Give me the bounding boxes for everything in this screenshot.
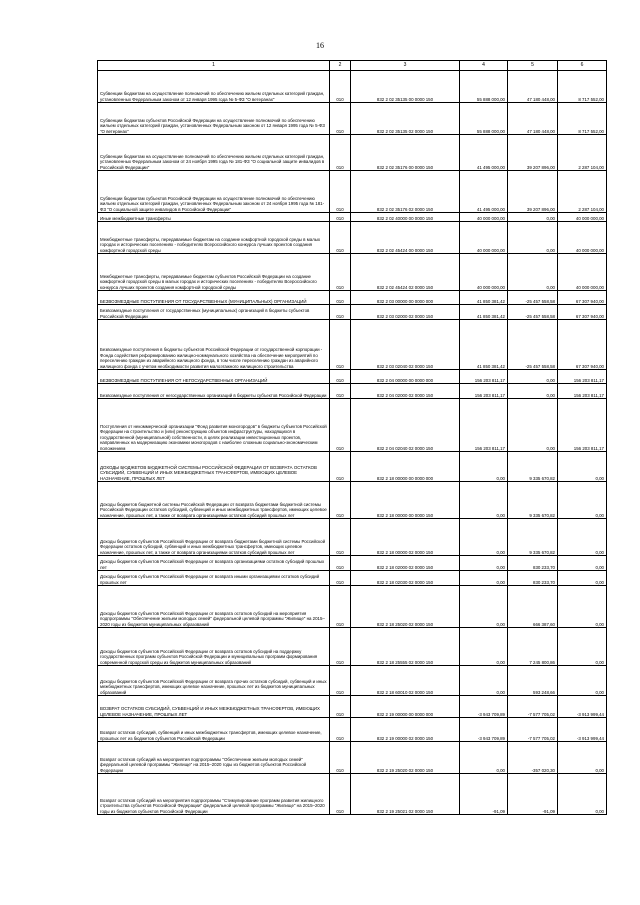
row-budget-code: 832 2 19 00000 02 0000 150	[351, 718, 460, 742]
row-value-col6: 0,00	[558, 628, 607, 666]
table-row	[98, 213, 607, 222]
row-value-col6: 0,00	[558, 571, 607, 586]
row-value-col5: 39 207 896,00	[508, 171, 558, 213]
row-budget-code: 832 2 18 00000 00 0000 150	[351, 482, 460, 519]
row-value-col4: 41 495 000,00	[460, 171, 508, 213]
row-line-code: 010	[330, 742, 351, 774]
row-budget-code: 832 2 04 02000 02 0000 150	[351, 384, 460, 399]
row-budget-code: 832 2 02 35135 00 0000 150	[351, 71, 460, 103]
row-value-col4: 55 888 000,00	[460, 103, 508, 135]
row-value-col4: -3 943 709,89	[460, 696, 508, 718]
row-value-col6: 67 307 940,00	[558, 305, 607, 320]
table-row	[98, 586, 607, 628]
row-value-col6: 0,00	[558, 586, 607, 628]
row-line-code: 010	[330, 305, 351, 320]
row-budget-code: 832 2 19 25021 02 0000 150	[351, 774, 460, 815]
row-budget-code: 832 2 02 45424 00 0000 150	[351, 222, 460, 254]
table-row	[98, 135, 607, 171]
row-line-code: 010	[330, 384, 351, 399]
row-value-col6: 40 000 000,00	[558, 254, 607, 291]
table-row	[98, 628, 607, 666]
row-name: БЕЗВОЗМЕЗДНЫЕ ПОСТУПЛЕНИЯ ОТ НЕГОСУДАРСТВЕННЫХ ОРГАНИЗАЦИЙ	[98, 370, 330, 384]
row-value-col6: 67 307 940,00	[558, 320, 607, 370]
row-budget-code: 832 2 02 35176 02 0000 150	[351, 171, 460, 213]
row-line-code: 010	[330, 696, 351, 718]
row-value-col6: 0,00	[558, 482, 607, 519]
table-row	[98, 482, 607, 519]
row-value-col6: -3 913 999,44	[558, 696, 607, 718]
column-header: 1	[98, 61, 330, 71]
table-row	[98, 696, 607, 718]
row-value-col5: 830 233,70	[508, 556, 558, 571]
row-line-code: 010	[330, 774, 351, 815]
row-name: Безвозмездные поступления в бюджеты субъектов Российской Федерации от государственной корпорации - Фонда содействия реформированию жилищно-коммунального хозяйства на обеспечение мероприятий по переселению граждан из аварийного жилищного фонда, в том числе переселению граждан из аварийного жилищного фонда с учетом необходимости развития малоэтажного жилищного строительства	[98, 320, 330, 370]
row-budget-code: 832 2 02 35135 02 0000 150	[351, 103, 460, 135]
table-body	[98, 61, 607, 815]
table-row	[98, 384, 607, 399]
row-budget-code: 832 2 02 35176 00 0000 150	[351, 135, 460, 171]
row-name: Доходы бюджетов субъектов Российской Федерации от возврата остатков субсидий на поддержку государственных программ субъектов Российской Федерации и муниципальных программ формирования современной городской среды из бюджетов муниципальных образований	[98, 628, 330, 666]
row-budget-code: 832 2 19 25020 02 0000 150	[351, 742, 460, 774]
row-value-col5: 666 387,60	[508, 586, 558, 628]
row-budget-code: 832 2 18 60010 02 0000 150	[351, 666, 460, 696]
row-line-code: 010	[330, 291, 351, 305]
row-value-col6: 156 203 811,17	[558, 370, 607, 384]
row-name: Субвенции бюджетам субъектов Российской Федерации на осуществление полномочий по обеспечению жильем отдельных категорий граждан, установленных Федеральным законом от 12 января 1995 года № 5-ФЗ "О ветеранах"	[98, 103, 330, 135]
row-value-col4: 40 000 000,00	[460, 213, 508, 222]
row-name: Доходы бюджетов субъектов Российской Федерации от возврата иными организациями остатков субсидий прошлых лет	[98, 571, 330, 586]
row-line-code: 010	[330, 370, 351, 384]
row-value-col4: 156 203 811,17	[460, 370, 508, 384]
table-row	[98, 291, 607, 305]
column-header: 6	[558, 61, 607, 71]
row-line-code: 010	[330, 586, 351, 628]
table-row	[98, 666, 607, 696]
row-name: Возврат остатков субсидий на мероприятия подпрограммы "Стимулирование программ развития жилищного строительства субъектов Российской Федерации" федеральной целевой программы "Жилище" на 2015–2020 годы из бюджетов субъектов Российской Федерации	[98, 774, 330, 815]
row-name: ВОЗВРАТ ОСТАТКОВ СУБСИДИЙ, СУБВЕНЦИЙ И ИНЫХ МЕЖБЮДЖЕТНЫХ ТРАНСФЕРТОВ, ИМЕЮЩИХ ЦЕЛЕВОЕ НАЗНАЧЕНИЕ, ПРОШЛЫХ ЛЕТ	[98, 696, 330, 718]
row-budget-code: 832 2 03 00000 00 0000 000	[351, 291, 460, 305]
table-row	[98, 171, 607, 213]
row-line-code: 010	[330, 556, 351, 571]
table-row	[98, 399, 607, 452]
row-value-col5: -7 577 705,02	[508, 696, 558, 718]
row-name: Поступления от некоммерческой организации "Фонд развития моногородов" в бюджеты субъектов Российской Федерации на строительство и (или) реконструкцию объектов инфраструктуры, находящихся в государственной (муниципальной) собственности, в целях реализации инвестиционных проектов, направленных на модернизацию экономики моногородов с наиболее сложным социально-экономическим положением	[98, 399, 330, 452]
row-value-col4: -91,09	[460, 774, 508, 815]
row-budget-code: 832 2 02 40000 00 0000 150	[351, 213, 460, 222]
row-value-col5: 0,00	[508, 254, 558, 291]
row-value-col6: -3 913 999,44	[558, 718, 607, 742]
row-value-col6: 8 717 552,00	[558, 103, 607, 135]
row-value-col6: 8 717 552,00	[558, 71, 607, 103]
row-budget-code: 832 2 03 02040 02 0000 150	[351, 320, 460, 370]
row-value-col5: -91,09	[508, 774, 558, 815]
row-value-col4: 0,00	[460, 482, 508, 519]
row-line-code: 010	[330, 482, 351, 519]
column-header-row	[98, 61, 607, 71]
row-budget-code: 832 2 03 02000 02 0000 150	[351, 305, 460, 320]
row-value-col6: 0,00	[558, 742, 607, 774]
row-line-code: 010	[330, 571, 351, 586]
row-name: Межбюджетные трансферты, передаваемые бюджетам субъектов Российской Федерации на создание комфортной городской среды в малых городах и исторических поселениях - победителях Всероссийского конкурса лучших проектов создания комфортной городской среды	[98, 254, 330, 291]
row-value-col6: 156 203 811,17	[558, 384, 607, 399]
row-value-col6: 0,00	[558, 556, 607, 571]
row-value-col5: 0,00	[508, 370, 558, 384]
row-value-col5: 0,00	[508, 399, 558, 452]
row-budget-code: 832 2 18 00000 02 0000 150	[351, 519, 460, 556]
row-value-col4: 41 850 381,42	[460, 305, 508, 320]
row-name: Доходы бюджетов субъектов Российской Федерации от возврата организациями остатков субсидий прошлых лет	[98, 556, 330, 571]
row-value-col6: 156 203 811,17	[558, 399, 607, 452]
row-budget-code: 832 2 02 45424 02 0000 150	[351, 254, 460, 291]
row-line-code: 010	[330, 666, 351, 696]
table-row	[98, 222, 607, 254]
row-name: Возврат остатков субсидий, субвенций и иных межбюджетных трансфертов, имеющих целевое назначение, прошлых лет из бюджетов субъектов Российской Федерации	[98, 718, 330, 742]
table-row	[98, 519, 607, 556]
row-value-col4: 0,00	[460, 586, 508, 628]
table-row	[98, 556, 607, 571]
row-value-col6: 0,00	[558, 519, 607, 556]
row-value-col4: 55 888 000,00	[460, 71, 508, 103]
row-value-col4: 0,00	[460, 556, 508, 571]
row-line-code: 010	[330, 254, 351, 291]
row-line-code: 010	[330, 519, 351, 556]
column-header: 5	[508, 61, 558, 71]
row-budget-code: 832 2 18 02000 02 0000 150	[351, 556, 460, 571]
row-name: Субвенции бюджетам субъектов Российской Федерации на осуществление полномочий по обеспечению жильем отдельных категорий граждан, установленных Федеральным законом от 24 ноября 1995 года № 181-ФЗ "О социальной защите инвалидов в Российской Федерации"	[98, 171, 330, 213]
table-row	[98, 718, 607, 742]
row-name: Доходы бюджетов субъектов Российской Федерации от возврата бюджетами бюджетной системы Российской Федерации остатков субсидий, субвенций и иных межбюджетных трансфертов, имеющих целевое назначение, прошлых лет, а также от возврата организациями остатков субсидий прошлых лет	[98, 519, 330, 556]
row-value-col5: 9 335 670,82	[508, 452, 558, 482]
row-value-col5: 830 233,70	[508, 571, 558, 586]
row-value-col6: 40 000 000,00	[558, 213, 607, 222]
row-line-code: 010	[330, 103, 351, 135]
row-line-code: 010	[330, 628, 351, 666]
row-budget-code: 832 2 19 00000 00 0000 000	[351, 696, 460, 718]
row-value-col5: 47 180 448,00	[508, 103, 558, 135]
row-value-col5: 7 245 800,86	[508, 628, 558, 666]
row-budget-code: 832 2 04 00000 00 0000 000	[351, 370, 460, 384]
row-value-col5: 0,00	[508, 384, 558, 399]
row-line-code: 010	[330, 452, 351, 482]
table-row	[98, 774, 607, 815]
row-value-col4: 0,00	[460, 628, 508, 666]
row-value-col5: -25 457 558,58	[508, 320, 558, 370]
table-row	[98, 305, 607, 320]
table-row	[98, 370, 607, 384]
row-line-code: 010	[330, 320, 351, 370]
row-budget-code: 832 2 18 25555 02 0000 150	[351, 628, 460, 666]
row-line-code: 010	[330, 718, 351, 742]
table-row	[98, 254, 607, 291]
row-value-col5: -7 577 705,02	[508, 718, 558, 742]
row-value-col4: -3 943 709,89	[460, 718, 508, 742]
row-line-code: 010	[330, 213, 351, 222]
row-budget-code: 832 2 18 02030 02 0000 150	[351, 571, 460, 586]
row-line-code: 010	[330, 171, 351, 213]
row-value-col5: 9 335 670,82	[508, 519, 558, 556]
row-line-code: 010	[330, 71, 351, 103]
row-value-col6: 2 287 104,00	[558, 171, 607, 213]
row-value-col4: 0,00	[460, 666, 508, 696]
row-value-col5: -25 457 558,58	[508, 305, 558, 320]
table-row	[98, 71, 607, 103]
row-name: БЕЗВОЗМЕЗДНЫЕ ПОСТУПЛЕНИЯ ОТ ГОСУДАРСТВЕННЫХ (МУНИЦИПАЛЬНЫХ) ОРГАНИЗАЦИЙ	[98, 291, 330, 305]
column-header: 4	[460, 61, 508, 71]
table-row	[98, 103, 607, 135]
row-budget-code: 832 2 18 25020 02 0000 150	[351, 586, 460, 628]
column-header: 3	[351, 61, 460, 71]
row-name: Безвозмездные поступления от негосударственных организаций в бюджеты субъектов Российской Федерации	[98, 384, 330, 399]
row-name: Доходы бюджетов бюджетной системы Российской Федерации от возврата бюджетами бюджетной системы Российской Федерации остатков субсидий, субвенций и иных межбюджетных трансфертов, имеющих целевое назначение, прошлых лет, а также от возврата организациями остатков субсидий прошлых лет	[98, 482, 330, 519]
row-value-col4: 156 203 811,17	[460, 384, 508, 399]
revenue-table	[97, 60, 607, 815]
row-value-col6: 67 307 940,00	[558, 291, 607, 305]
table-row	[98, 452, 607, 482]
row-value-col5: 47 180 448,00	[508, 71, 558, 103]
row-value-col4: 41 850 381,42	[460, 320, 508, 370]
row-value-col4: 156 203 811,17	[460, 399, 508, 452]
row-name: Межбюджетные трансферты, передаваемые бюджетам на создание комфортной городской среды в малых городах и исторических поселениях - победителях Всероссийского конкурса лучших проектов создания комфортной городской среды	[98, 222, 330, 254]
row-line-code: 010	[330, 135, 351, 171]
row-value-col5: 593 248,66	[508, 666, 558, 696]
row-value-col5: -357 020,30	[508, 742, 558, 774]
row-value-col6: 0,00	[558, 774, 607, 815]
row-value-col4: 0,00	[460, 742, 508, 774]
row-value-col5: 0,00	[508, 213, 558, 222]
page-number: 16	[316, 41, 324, 50]
row-budget-code: 832 2 04 02040 02 0000 150	[351, 399, 460, 452]
row-value-col6: 0,00	[558, 666, 607, 696]
row-value-col6: 0,00	[558, 452, 607, 482]
row-value-col4: 0,00	[460, 519, 508, 556]
row-line-code: 010	[330, 399, 351, 452]
row-value-col5: -25 457 558,58	[508, 291, 558, 305]
row-value-col6: 40 000 000,00	[558, 222, 607, 254]
row-name: Безвозмездные поступления от государственных (муниципальных) организаций в бюджеты субъектов Российской Федерации	[98, 305, 330, 320]
row-line-code: 010	[330, 222, 351, 254]
row-value-col5: 0,00	[508, 222, 558, 254]
row-name: Иные межбюджетные трансферты	[98, 213, 330, 222]
row-value-col6: 2 287 104,00	[558, 135, 607, 171]
row-name: Доходы бюджетов субъектов Российской Федерации от возврата прочих остатков субсидий, субвенций и иных межбюджетных трансфертов, имеющих целевое назначение, прошлых лет из бюджетов муниципальных образований	[98, 666, 330, 696]
row-name: Субвенции бюджетам на осуществление полномочий по обеспечению жильем отдельных категорий граждан, установленных Федеральным законом от 12 января 1995 года № 5-ФЗ "О ветеранах"	[98, 71, 330, 103]
row-name: Субвенции бюджетам на осуществление полномочий по обеспечению жильем отдельных категорий граждан, установленных Федеральным законом от 24 ноября 1995 года № 181-ФЗ "О социальной защите инвалидов в Российской Федерации"	[98, 135, 330, 171]
row-name: Доходы бюджетов субъектов Российской Федерации от возврата остатков субсидий на мероприятия подпрограммы "Обеспечение жильем молодых семей" федеральной целевой программы "Жилище" на 2015–2020 годы из бюджетов муниципальных образований	[98, 586, 330, 628]
row-value-col5: 39 207 896,00	[508, 135, 558, 171]
row-value-col4: 40 000 000,00	[460, 254, 508, 291]
row-value-col4: 41 850 381,42	[460, 291, 508, 305]
row-value-col4: 0,00	[460, 571, 508, 586]
row-value-col5: 9 335 670,82	[508, 482, 558, 519]
row-name: ДОХОДЫ БЮДЖЕТОВ БЮДЖЕТНОЙ СИСТЕМЫ РОССИЙСКОЙ ФЕДЕРАЦИИ ОТ ВОЗВРАТА ОСТАТКОВ СУБСИДИЙ, СУБВЕНЦИЙ И ИНЫХ МЕЖБЮДЖЕТНЫХ ТРАНСФЕРТОВ, ИМЕЮЩИХ ЦЕЛЕВОЕ НАЗНАЧЕНИЕ, ПРОШЛЫХ ЛЕТ	[98, 452, 330, 482]
row-value-col4: 41 495 000,00	[460, 135, 508, 171]
row-name: Возврат остатков субсидий на мероприятия подпрограммы "Обеспечение жильем молодых семей" федеральной целевой программы "Жилище" на 2015–2020 годы из бюджетов субъектов Российской Федерации	[98, 742, 330, 774]
row-budget-code: 832 2 18 00000 00 0000 000	[351, 452, 460, 482]
row-value-col4: 40 000 000,00	[460, 222, 508, 254]
table-row	[98, 571, 607, 586]
table-row	[98, 742, 607, 774]
column-header: 2	[330, 61, 351, 71]
table-row	[98, 320, 607, 370]
row-value-col4: 0,00	[460, 452, 508, 482]
